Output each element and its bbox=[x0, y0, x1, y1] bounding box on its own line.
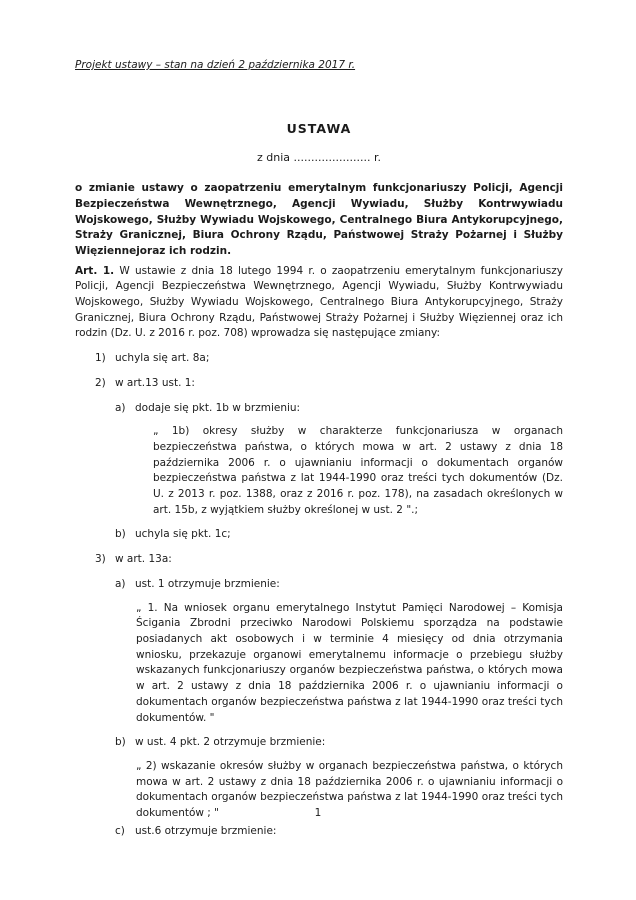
law-subject-paragraph: o zmianie ustawy o zaopatrzeniu emerytalnym funkcjonariuszy Policji, Agencji Bezpieczeństwa Wewnętrznego, Agencji Wywiadu, Służby Kontrwywiadu Wojskowego, Służby Wywiadu Wojskowego, Centralnego Biura Antykorupcyjnego, Straży Granicznej, Biura Ochrony Rządu, Państwowej Straży Pożarnej i Służby Więziennejoraz ich rodzin. bbox=[75, 182, 563, 257]
amendment-item-1 bbox=[95, 351, 563, 367]
amendment-item-2a-letter: a) bbox=[115, 401, 126, 414]
amendment-item-1-text: uchyla się art. 8a; bbox=[115, 352, 210, 365]
amendment-item-2 bbox=[95, 376, 563, 392]
amendment-item-3c-text: ust.6 otrzymuje brzmienie: bbox=[135, 824, 277, 837]
amendment-item-3a-text: ust. 1 otrzymuje brzmienie: bbox=[135, 577, 280, 590]
amendment-item-2a bbox=[115, 401, 563, 417]
quoted-provision-ust-1: „ 1. Na wniosek organu emerytalnego Instytut Pamięci Narodowej – Komisja Ścigania Zbrodni przeciwko Narodowi Polskiemu sporządza na podstawie posiadanych akt osobowych i w terminie 4 miesięcy od dnia otrzymania wniosku, przekazuje organowi emerytalnemu informacje o przebiegu służby wskazanych funkcjonariuszy organów bezpieczeństwa państwa, o których mowa w art. 2 ustawy z dnia 18 października 2006 r. o ujawnianiu informacji o dokumentach organów bezpieczeństwa państwa z lat 1944-1990 oraz treści tych dokumentów. " bbox=[136, 601, 563, 724]
amendment-item-1-number: 1) bbox=[95, 352, 106, 365]
amendment-item-3b-letter: b) bbox=[115, 736, 126, 749]
amendment-item-3b-text: w ust. 4 pkt. 2 otrzymuje brzmienie: bbox=[135, 736, 326, 749]
law-title: USTAWA bbox=[286, 120, 352, 136]
law-date-line: z dnia ...................... r. bbox=[257, 151, 381, 165]
amendment-item-3c bbox=[115, 824, 563, 840]
amendment-item-2b bbox=[115, 527, 563, 543]
amendment-item-2-number: 2) bbox=[95, 376, 106, 389]
amendment-item-2b-text: uchyla się pkt. 1c; bbox=[135, 528, 231, 541]
amendment-item-3b bbox=[115, 735, 563, 751]
document-content bbox=[75, 58, 563, 839]
amendment-item-3a bbox=[115, 577, 563, 593]
amendment-item-2a-text: dodaje się pkt. 1b w brzmieniu: bbox=[135, 401, 301, 414]
amendment-item-2b-letter: b) bbox=[115, 528, 126, 541]
amendment-item-3-text: w art. 13a: bbox=[115, 553, 172, 566]
amendment-item-2-text: w art.13 ust. 1: bbox=[115, 376, 195, 389]
page-number: 1 bbox=[314, 807, 322, 819]
amendment-item-3c-letter: c) bbox=[115, 824, 125, 837]
article-1-label: Art. 1. bbox=[75, 264, 115, 277]
quoted-provision-pkt-1b: „ 1b) okresy służby w charakterze funkcjonariusza w organach bezpieczeństwa państwa, o których mowa w art. 2 ustawy z dnia 18 października 2006 r. o ujawnianiu informacji o dokumentach organów bezpieczeństwa państwa z lat 1944-1990 oraz treści tych dokumentów (Dz. U. z 2013 r. poz. 1388, oraz z 2016 r. poz. 178), na zasadach określonych w art. 15b, z wyjątkiem służby określonej w ust. 2 ".; bbox=[153, 425, 563, 516]
article-1-paragraph bbox=[75, 264, 563, 343]
quoted-provision-pkt-2: „ 2) wskazanie okresów służby w organach bezpieczeństwa państwa, o których mowa w art. 2 ustawy z dnia 18 października 2006 r. o ujawnianiu informacji o dokumentach organów bezpieczeństwa państwa z lat 1944-1990 oraz treści tych dokumentów ; " bbox=[136, 759, 563, 820]
amendment-item-3-number: 3) bbox=[95, 553, 106, 566]
article-1-text: W ustawie z dnia 18 lutego 1994 r. o zaopatrzeniu emerytalnym funkcjonariuszy Policji, Agencji Bezpieczeństwa Wewnętrznego, Agencji Wywiadu, Służby Kontrwywiadu Wojskowego, Służby Wywiadu Wojskowego, Centralnego Biura Antykorupcyjnego, Straży Granicznej, Biura Ochrony Rządu, Państwowej Straży Pożarnej i Służby Więziennej oraz ich rodzin (Dz. U. z 2016 r. poz. 708) wprowadza się następujące zmiany: bbox=[75, 264, 564, 340]
amendment-item-3a-letter: a) bbox=[115, 577, 126, 590]
draft-status-note: Projekt ustawy – stan na dzień 2 października 2017 r. bbox=[75, 59, 356, 71]
amendment-item-3 bbox=[95, 552, 563, 568]
